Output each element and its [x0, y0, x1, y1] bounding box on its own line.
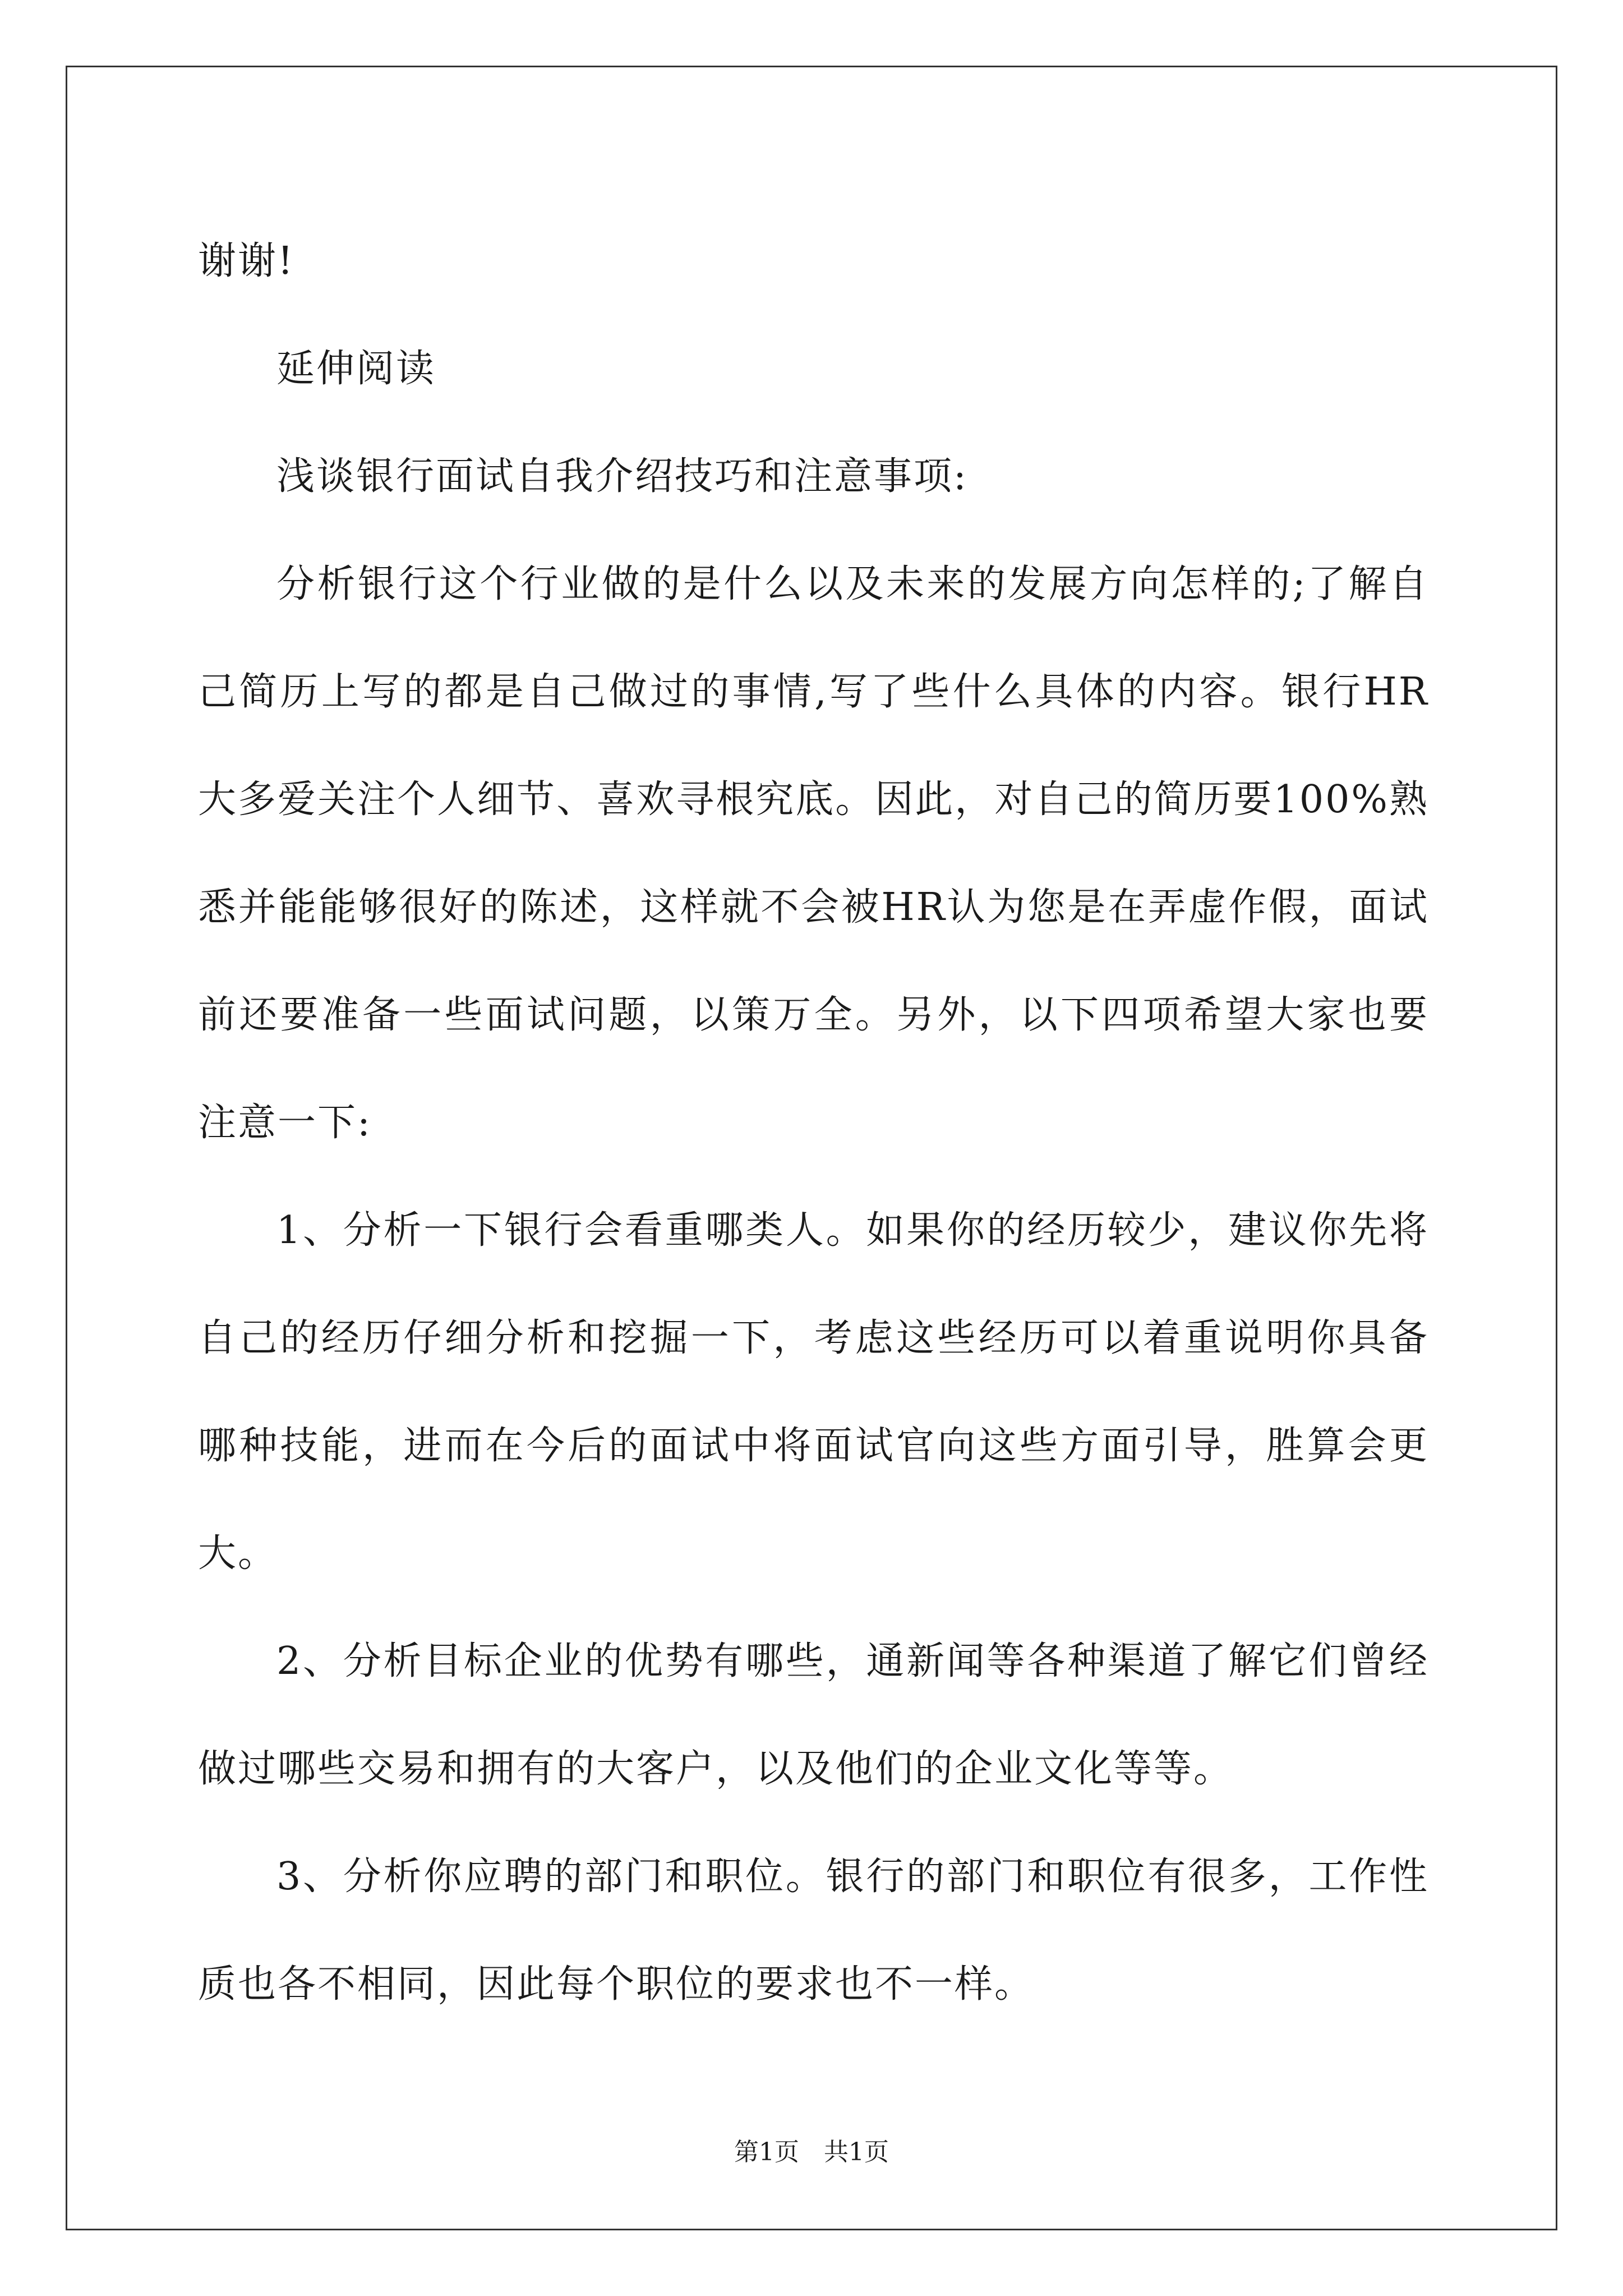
- paragraph-subtitle: 浅谈银行面试自我介绍技巧和注意事项:: [276, 454, 968, 499]
- paragraph-point-2: 2、分析目标企业的优势有哪些，通新闻等各种渠道了解它们曾经做过哪些交易和拥有的大客户，以及他们的企业文化等等。: [198, 1639, 1429, 1791]
- paragraph-closing: 谢谢!: [198, 239, 295, 283]
- document-body: [198, 208, 1429, 2039]
- paragraph-point-3: 3、分析你应聘的部门和职位。银行的部门和职位有很多，工作性质也各不相同，因此每个职位的要求也不一样。: [198, 1855, 1429, 2007]
- paragraph-point-1: 1、分析一下银行会看重哪类人。如果你的经历较少，建议你先将自己的经历仔细分析和挖掘一下，考虑这些经历可以着重说明你具备哪种技能，进而在今后的面试中将面试官向这些方面引导，胜算会更大。: [198, 1208, 1429, 1576]
- paragraph-intro: 分析银行这个行业做的是什么以及未来的发展方向怎样的;了解自己简历上写的都是自己做过的事情,写了些什么具体的内容。银行HR大多爱关注个人细节、喜欢寻根究底。因此，对自己的简历要100%熟悉并能能够很好的陈述，这样就不会被HR认为您是在弄虚作假，面试前还要准备一些面试问题，以策万全。另外，以下四项希望大家也要注意一下:: [198, 562, 1429, 1145]
- paragraph-heading-extended-reading: 延伸阅读: [276, 347, 436, 391]
- page-footer: 第1页 共1页: [734, 2138, 889, 2166]
